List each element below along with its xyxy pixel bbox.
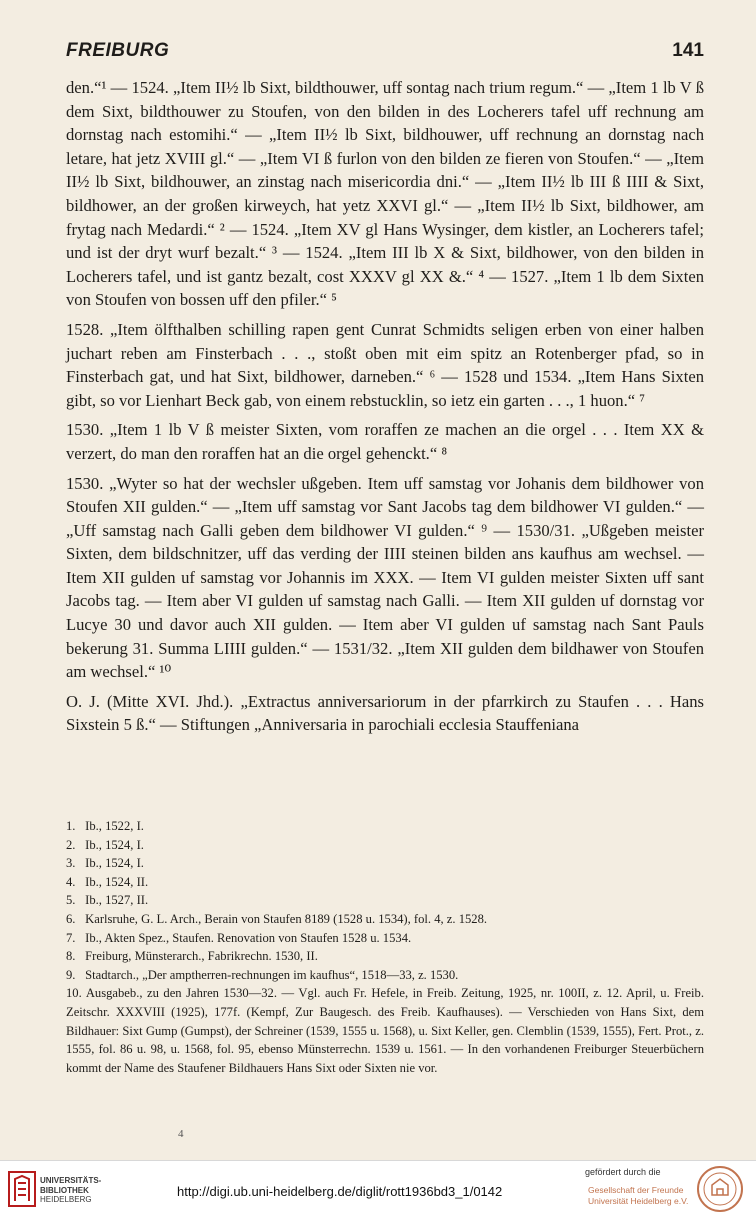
footnote: 5. Ib., 1527, II. xyxy=(66,893,149,908)
footnotes xyxy=(66,817,704,1077)
funder-name-line2: Universität Heidelberg e.V. xyxy=(588,1196,689,1206)
footnote: 4. Ib., 1524, II. xyxy=(66,874,149,889)
running-head: FREIBURG xyxy=(66,40,170,61)
paragraph: 1530. „Wyter so hat der wechsler ußgeben. Item uff samstag vor Johanis dem bildhower von Stoufen XII gulden.“ — „Item uff samstag vor Sant Jacobs tag dem bildhower VI gulden.“ — „Uff samstag nach Galli geben dem bildhower VI gulden.“ ⁹ — 1530/31. „Ußgeben meister Sixten, dem bildschnitzer, uff das verding der IIII steinen bilden ans kaufhus am wechsel. — Item XII gulden uf samstag vor Johannis im XXX. — Item VI gulden meister Sixten uff sant Jacobs tag. — Item aber VI gulden uf samstag nach Galli. — Item XII gulden uf dornstag vor Lucye 30 und davor auch XII gulden. — Item aber VI gulden uf samstag nach Sant Pauls bekerung 31. Summa LIIII gulden.“ — 1531/32. „Item XII gulden dem bildhawer von Stoufen am wechsel.“ ¹⁰ xyxy=(66,473,704,682)
page-number: 141 xyxy=(672,40,704,61)
paragraph: 1528. „Item ölfthalben schilling rapen gent Cunrat Schmidts seligen erben von einer halben juchart reben am Finsterbach . . ., stoßt oben mit eim spitz an Rotenberger pfad, so in Finsterbach gat, und hat Sixt, bildhower, darneben.“ ⁶ — 1528 und 1534. „Item Hans Sixten gibt, so vor Lienhart Beck gab, von einem rebstucklin, so ietz ein garten . . ., 1 huon.“ ⁷ xyxy=(66,319,704,410)
main-text xyxy=(66,76,704,737)
paragraph: O. J. (Mitte XVI. Jhd.). „Extractus anniversariorum in der pfarrkirch zu Staufen . . . Hans Sixstein 5 ß.“ — Stiftungen „Anniversaria in parochiali ecclesia Stauffeniana xyxy=(66,691,704,735)
library-name: UNIVERSITÄTS- BIBLIOTHEK HEIDELBERG xyxy=(40,1176,102,1204)
footnote: 7. Ib., Akten Spez., Staufen. Renovation von Staufen 1528 u. 1534. xyxy=(66,930,412,945)
viewer-footer xyxy=(0,1160,756,1218)
signature-mark: 4 xyxy=(178,1128,184,1140)
paragraph: den.“¹ — 1524. „Item II½ lb Sixt, bildthouwer, uff sontag nach trium regum.“ — „Item 1 lb V ß dem Sixt, bildthouwer zu Stoufen, von den bilden in des Locherers tafel uff rechnung am dornstag nach estomihi.“ — „Item II½ lb Sixt, bildhouwer, uff rechnung an dornstag nach letare, hat jetz XVIII gl.“ — „Item VI ß furlon von den bilden ze fieren von Stoufen.“ — „Item II½ lb Sixt, bildhouwer, an zinstag nach misericordia dni.“ — „Item II½ lb III ß IIII & Sixt, bildhower, an der großen kirweych, hat yetz XXVI gl.“ — „Item II½ lb Sixt, bildhower, am frytag nach Medardi.“ ² — 1524. „Item XV gl Hans Wysinger, dem kistler, an Locherers tafel; und ist der dryt wurf bezalt.“ ³ — 1524. „Item III lb X & Sixt, bildhower, von den bilden in Locherers tafel, und ist gantz bezalt, cost XXXV gl XX &.“ ⁴ — 1527. „Item 1 lb dem Sixten von Stoufen von bossen uff den pfiler.“ ⁵ xyxy=(66,78,704,310)
page-header xyxy=(66,40,704,70)
footnote: 2. Ib., 1524, I. xyxy=(66,837,144,852)
footnote: 9. Stadtarch., „Der amptherren-rechnungen im kaufhus“, 1518—33, z. 1530. xyxy=(66,967,459,982)
footnote: 10. Ausgabeb., zu den Jahren 1530—32. — Vgl. auch Fr. Hefele, in Freib. Zeitung, 1925, nr. 100II, z. 12. April, u. Freib. Zeitschr. XXXVIII (1925), 177f. (Kempf, Zur Baugesch. des Freib. Kaufhauses). — Verschieden von Hans Sixt, dem Bildhauer: Sixt Gump (Gumpst), der Schreiner (1539, 1555 u. 1568), u. Sixt Keller, gen. Clemblin (1539, 1555), Fert. Prot., z. 1555, fol. 86 u. 98, u. 1568, fol. 95, ebenso Münsterrechn. 1539 u. 1561. — In den vorhandenen Freiburger Steuerbüchern kommt der Name des Staufener Bildhauers Hans Sixt oder Sixten nie vor. xyxy=(66,986,704,1075)
paragraph: 1530. „Item 1 lb V ß meister Sixten, vom roraffen ze machen an die orgel . . . Item XX & verzert, do man den roraffen hat an die orgel gehenckt.“ ⁸ xyxy=(66,420,704,463)
footnote: 6. Karlsruhe, G. L. Arch., Berain von Staufen 8189 (1528 u. 1534), fol. 4, z. 1528. xyxy=(66,911,488,926)
permalink-url[interactable]: http://digi.ub.uni-heidelberg.de/diglit/rott1936bd3_1/0142 xyxy=(177,1184,503,1199)
footnote: 3. Ib., 1524, I. xyxy=(66,856,144,871)
funder-name-line1: Gesellschaft der Freunde xyxy=(588,1185,684,1195)
university-logo-icon[interactable] xyxy=(8,1171,36,1212)
funder-seal-icon[interactable] xyxy=(696,1165,744,1218)
footnote: 8. Freiburg, Münsterarch., Fabrikrechn. 1530, II. xyxy=(66,949,318,964)
footnote: 1. Ib., 1522, I. xyxy=(66,819,144,833)
funded-by-label: gefördert durch die xyxy=(585,1167,661,1177)
